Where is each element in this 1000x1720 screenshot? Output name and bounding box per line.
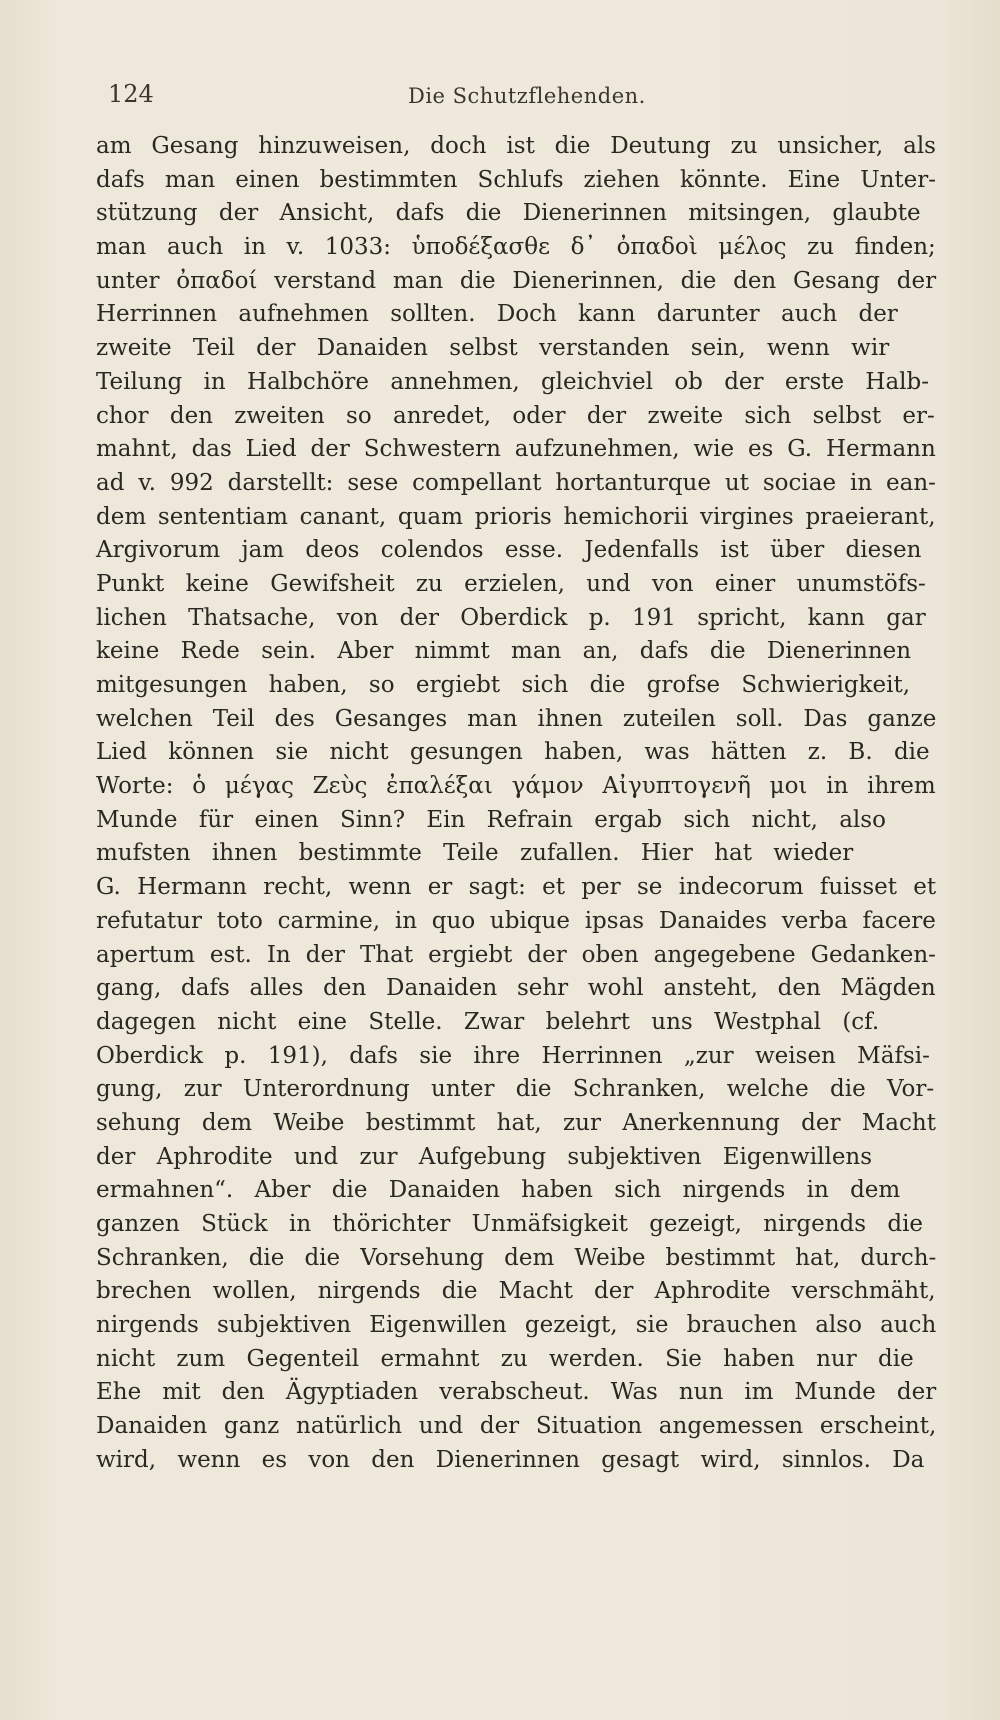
body-text	[96, 130, 936, 1690]
text-line: Munde für einen Sinn? Ein Refrain ergab sich nicht, also	[96, 806, 886, 833]
text-line: zweite Teil der Danaiden selbst verstanden sein, wenn wir	[96, 335, 890, 362]
text-line: keine Rede sein. Aber nimmt man an, dafs die Dienerinnen	[96, 638, 912, 665]
text-line: refutatur toto carmine, in quo ubique ipsas Danaides verba facere	[96, 907, 936, 934]
text-line: brechen wollen, nirgends die Macht der Aphrodite verschmäht,	[96, 1278, 936, 1305]
text-line: man auch in v. 1033: ὑποδέξασθε δ᾽ ὀπαδοὶ μέλος zu finden;	[96, 234, 936, 261]
text-line: ermahnen“. Aber die Danaiden haben sich nirgends in dem	[96, 1177, 901, 1204]
text-line: unter ὀπαδοί verstand man die Dienerinnen, die den Gesang der	[96, 267, 937, 294]
text-line: G. Hermann recht, wenn er sagt: et per se indecorum fuisset et	[96, 874, 937, 901]
text-line: stützung der Ansicht, dafs die Dienerinnen mitsingen, glaubte	[96, 200, 921, 227]
text-line: mahnt, das Lied der Schwestern aufzunehmen, wie es G. Hermann	[96, 436, 936, 463]
text-line: nirgends subjektiven Eigenwillen gezeigt, sie brauchen also auch	[96, 1312, 937, 1339]
text-line: Oberdick p. 191), dafs sie ihre Herrinnen „zur weisen Mäfsi-	[96, 1042, 930, 1069]
text-line: wird, wenn es von den Dienerinnen gesagt wird, sinnlos. Da	[96, 1446, 925, 1473]
text-line: sehung dem Weibe bestimmt hat, zur Anerkennung der Macht	[96, 1109, 936, 1136]
text-line: am Gesang hinzuweisen, doch ist die Deutung zu unsicher, als	[96, 133, 936, 159]
text-line: ad v. 992 darstellt: sese compellant hortanturque ut sociae in ean-	[96, 469, 936, 496]
text-line: Ehe mit den Ägyptiaden verabscheut. Was nun im Munde der	[96, 1379, 937, 1406]
text-line: gung, zur Unterordnung unter die Schranken, welche die Vor-	[96, 1076, 935, 1103]
text-line: Worte: ὁ μέγας Ζεὺς ἐπαλέξαι γάμον Αἰγυπτογενῆ μοι in ihrem	[96, 773, 936, 800]
text-line: Schranken, die die Vorsehung dem Weibe bestimmt hat, durch-	[96, 1244, 937, 1271]
text-line: apertum est. In der That ergiebt der oben angegebene Gedanken-	[96, 941, 936, 968]
running-head	[108, 80, 928, 114]
text-line: mitgesungen haben, so ergiebt sich die grofse Schwierigkeit,	[96, 672, 911, 698]
text-line: chor den zweiten so anredet, oder der zweite sich selbst er-	[96, 402, 935, 429]
text-line: dem sententiam canant, quam prioris hemichorii virgines praeierant,	[96, 503, 936, 530]
text-line: dafs man einen bestimmten Schlufs ziehen könnte. Eine Unter-	[96, 166, 937, 193]
text-line: lichen Thatsache, von der Oberdick p. 191 spricht, kann gar	[96, 604, 926, 631]
text-line: Herrinnen aufnehmen sollten. Doch kann darunter auch der	[96, 301, 898, 328]
text-line: Punkt keine Gewifsheit zu erzielen, und von einer unumstöfs-	[96, 570, 926, 597]
text-line: nicht zum Gegenteil ermahnt zu werden. Sie haben nur die	[96, 1345, 914, 1372]
text-line: dagegen nicht eine Stelle. Zwar belehrt uns Westphal (cf.	[96, 1008, 880, 1035]
text-line: ganzen Stück in thörichter Unmäfsigkeit gezeigt, nirgends die	[96, 1211, 924, 1237]
running-title: Die Schutzflehenden.	[408, 84, 646, 108]
text-line: Lied können sie nicht gesungen haben, was hätten z. B. die	[96, 739, 930, 766]
page-number: 124	[108, 80, 154, 108]
text-line: gang, dafs alles den Danaiden sehr wohl ansteht, den Mägden	[96, 975, 936, 1002]
text-line: Argivorum jam deos colendos esse. Jedenfalls ist über diesen	[96, 537, 922, 564]
text-line: der Aphrodite und zur Aufgebung subjektiven Eigenwillens	[96, 1143, 873, 1170]
text-line: mufsten ihnen bestimmte Teile zufallen. Hier hat wieder	[96, 840, 854, 867]
text-line: Danaiden ganz natürlich und der Situation angemessen erscheint,	[96, 1413, 937, 1440]
text-line: Teilung in Halbchöre annehmen, gleichviel ob der erste Halb-	[96, 368, 930, 395]
text-line: welchen Teil des Gesanges man ihnen zuteilen soll. Das ganze	[96, 705, 937, 732]
